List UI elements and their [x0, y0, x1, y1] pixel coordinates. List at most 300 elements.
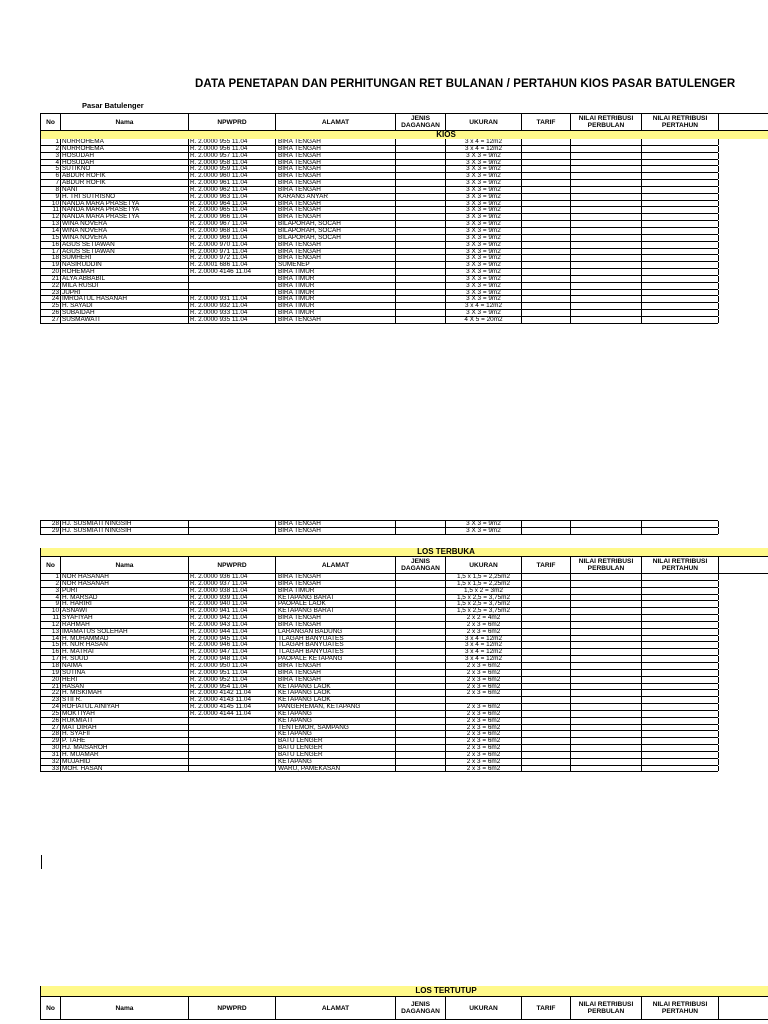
cell-jenis: [396, 269, 446, 275]
cell-perbulan: [571, 738, 642, 744]
cell-no: 2: [41, 581, 61, 587]
kios-table-continued: [40, 520, 768, 535]
table-row: [40, 249, 718, 256]
cell-ukuran: 3 X 3 = 9m2: [446, 214, 522, 220]
cell-alamat: BIRA TENGAH: [276, 615, 396, 621]
cell-jenis: [396, 595, 446, 601]
cell-nama: HOSUDAH: [61, 160, 189, 166]
cell-ukuran: 1,5 x 1,5 = 2,25m2: [446, 574, 522, 580]
cell-alamat: BIRA TENGAH: [276, 146, 396, 152]
cell-pertahun: [642, 670, 719, 676]
cell-pertahun: [642, 663, 719, 669]
cell-npwprd: R. 2.0000 971 11.04: [189, 249, 276, 255]
cell-nama: H. HARIRI: [61, 601, 189, 607]
cell-jenis: [396, 153, 446, 159]
cell-ukuran: 2 x 3 = 6m2: [446, 704, 522, 710]
cell-ukuran: 3 X 3 = 9m2: [446, 221, 522, 227]
cell-no: 33: [41, 766, 61, 772]
cell-perbulan: [571, 194, 642, 200]
cell-tarif: [522, 283, 571, 289]
cell-npwprd: [189, 752, 276, 758]
cell-perbulan: [571, 221, 642, 227]
cell-perbulan: [571, 731, 642, 737]
cell-ukuran: 3 x 4 = 12m2: [446, 642, 522, 648]
cell-no: 11: [41, 207, 61, 213]
cell-alamat: BATU LENGER: [276, 745, 396, 751]
cell-jenis: [396, 718, 446, 724]
cell-tarif: [522, 574, 571, 580]
cell-ukuran: 4 X 5 = 20m2: [446, 317, 522, 323]
cell-npwprd: R. 2.0000 947 11.04: [189, 649, 276, 655]
cell-nama: H. TRI SUTRISNO: [61, 194, 189, 200]
table-row: [40, 139, 718, 146]
cell-tarif: [522, 636, 571, 642]
cell-npwprd: R. 2.0000 964 11.04: [189, 201, 276, 207]
cell-nama: HJ. SUSMIATI NINGSIH: [61, 521, 189, 527]
cell-nama: AGUS SETIAWAN: [61, 249, 189, 255]
cell-no: 30: [41, 745, 61, 751]
cell-no: 1: [41, 139, 61, 145]
cell-alamat: BIRA TENGAH: [276, 160, 396, 166]
cell-npwprd: [189, 718, 276, 724]
cell-pertahun: [642, 528, 719, 534]
cell-tarif: [522, 310, 571, 316]
cell-pertahun: [642, 731, 719, 737]
cell-tarif: [522, 262, 571, 268]
cell-pertahun: [642, 581, 719, 587]
cell-pertahun: [642, 228, 719, 234]
cell-nama: JUPRI: [61, 290, 189, 296]
cell-nama: SUTIKNO: [61, 166, 189, 172]
cell-alamat: KETAPANG BARAT: [276, 595, 396, 601]
cell-ukuran: 3 x 4 = 12m2: [446, 303, 522, 309]
cell-nama: RUKMIATI: [61, 718, 189, 724]
cell-no: 17: [41, 249, 61, 255]
cell-pertahun: [642, 766, 719, 772]
cell-jenis: [396, 649, 446, 655]
cell-tarif: [522, 194, 571, 200]
col-no: No: [41, 557, 61, 573]
cell-pertahun: [642, 684, 719, 690]
cell-alamat: BIRA TIMUR: [276, 303, 396, 309]
cell-tarif: [522, 235, 571, 241]
table-row: [40, 276, 718, 283]
cell-ukuran: 2 x 3 = 6m2: [446, 670, 522, 676]
table-row: [40, 615, 718, 622]
col-perbulan: NILAI RETRIBUSI PERBULAN: [571, 114, 642, 130]
cell-npwprd: R. 2.0000 941 11.04: [189, 608, 276, 614]
cell-alamat: BIRA TENGAH: [276, 521, 396, 527]
cell-npwprd: R. 2.0000 4142 11.04: [189, 690, 276, 696]
cell-nama: HOSUDAH: [61, 153, 189, 159]
cell-alamat: BIRA TENGAH: [276, 581, 396, 587]
table-row: [40, 574, 718, 581]
cell-jenis: [396, 745, 446, 751]
section-label: LOS TERTUTUP: [415, 986, 477, 995]
cell-npwprd: R. 2.0000 961 11.04: [189, 180, 276, 186]
col-alamat: ALAMAT: [276, 557, 396, 573]
cell-npwprd: R. 2.0000 932 11.04: [189, 303, 276, 309]
table-row: [40, 663, 718, 670]
cell-nama: NANDA MARA PRASETYA: [61, 207, 189, 213]
cell-alamat: BIRA TENGAH: [276, 663, 396, 669]
cell-perbulan: [571, 521, 642, 527]
cell-alamat: BIRA TENGAH: [276, 317, 396, 323]
cell-pertahun: [642, 146, 719, 152]
los-terbuka-rows: [40, 574, 768, 772]
cell-ukuran: 3 X 3 = 9m2: [446, 269, 522, 275]
cell-no: 13: [41, 221, 61, 227]
col-nama: Nama: [61, 557, 189, 573]
table-row: [40, 255, 718, 262]
cell-perbulan: [571, 588, 642, 594]
cell-alamat: LARANGAN BADUNG: [276, 629, 396, 635]
cell-no: 10: [41, 608, 61, 614]
cell-alamat: BIRA TENGAH: [276, 249, 396, 255]
cell-no: 7: [41, 180, 61, 186]
cell-no: 4: [41, 595, 61, 601]
cell-tarif: [522, 249, 571, 255]
cell-pertahun: [642, 745, 719, 751]
cell-ukuran: 2 x 3 = 6m2: [446, 745, 522, 751]
cell-nama: H. MATRAI: [61, 649, 189, 655]
table-row: [40, 310, 718, 317]
cell-perbulan: [571, 690, 642, 696]
cell-pertahun: [642, 235, 719, 241]
cell-perbulan: [571, 649, 642, 655]
table-row: [40, 207, 718, 214]
cell-jenis: [396, 228, 446, 234]
kios-rows: [40, 139, 768, 324]
cell-ukuran: 3 X 3 = 9m2: [446, 276, 522, 282]
table-row: [40, 629, 718, 636]
cell-ukuran: 3 X 3 = 9m2: [446, 194, 522, 200]
cell-jenis: [396, 615, 446, 621]
cell-perbulan: [571, 242, 642, 248]
table-row: [40, 228, 718, 235]
col-ukuran: UKURAN: [446, 114, 522, 130]
col-perbulan: NILAI RETRIBUSI PERBULAN: [571, 997, 642, 1019]
cell-tarif: [522, 766, 571, 772]
cell-jenis: [396, 697, 446, 703]
cell-no: 28: [41, 521, 61, 527]
cell-jenis: [396, 670, 446, 676]
cell-npwprd: R. 2.0000 933 11.04: [189, 310, 276, 316]
cell-alamat: BIRA TENGAH: [276, 173, 396, 179]
cell-ukuran: 3 X 3 = 9m2: [446, 283, 522, 289]
cell-npwprd: R. 2.0001 686 11.04: [189, 262, 276, 268]
cell-nama: MUJAHID: [61, 759, 189, 765]
cell-ukuran: 2 x 3 = 6m2: [446, 711, 522, 717]
cell-npwprd: R. 2.0000 931 11.04: [189, 296, 276, 302]
cell-npwprd: R. 2.0000 4145 11.04: [189, 704, 276, 710]
table-row: [40, 711, 718, 718]
cell-jenis: [396, 207, 446, 213]
table-row: [40, 528, 718, 535]
cell-npwprd: [189, 731, 276, 737]
cell-alamat: BIRA TENGAH: [276, 670, 396, 676]
table-row: [40, 187, 718, 194]
cell-tarif: [522, 718, 571, 724]
cell-ukuran: 1,5 x 2,5 = 3,75m2: [446, 608, 522, 614]
cell-tarif: [522, 731, 571, 737]
col-pertahun: NILAI RETRIBUSI PERTAHUN: [642, 557, 719, 573]
cell-perbulan: [571, 262, 642, 268]
cell-jenis: [396, 317, 446, 323]
cell-jenis: [396, 139, 446, 145]
cell-npwprd: R. 2.0000 969 11.04: [189, 235, 276, 241]
cell-alamat: PANGEREMAN, KETAPANG: [276, 704, 396, 710]
cell-npwprd: R. 2.0000 936 11.04: [189, 574, 276, 580]
cell-tarif: [522, 752, 571, 758]
cell-nama: P. TAHE: [61, 738, 189, 744]
cell-perbulan: [571, 303, 642, 309]
cell-npwprd: R. 2.0000 960 11.04: [189, 173, 276, 179]
cell-no: 29: [41, 738, 61, 744]
cell-pertahun: [642, 201, 719, 207]
cell-alamat: BIRA TENGAH: [276, 201, 396, 207]
cell-npwprd: R. 2.0000 939 11.04: [189, 595, 276, 601]
cell-alamat: BIRA TENGAH: [276, 180, 396, 186]
cell-tarif: [522, 242, 571, 248]
table-row: [40, 194, 718, 201]
col-alamat: ALAMAT: [276, 997, 396, 1019]
cell-ukuran: 2 x 3 = 6m2: [446, 752, 522, 758]
cell-nama: SUMHERI: [61, 255, 189, 261]
table-row: [40, 146, 718, 153]
cell-pertahun: [642, 290, 719, 296]
cell-no: 20: [41, 677, 61, 683]
cell-jenis: [396, 601, 446, 607]
cell-no: 31: [41, 752, 61, 758]
cell-nama: H. NUR HASAN: [61, 642, 189, 648]
cell-nama: ALYA ABBABIL: [61, 276, 189, 282]
cell-npwprd: R. 2.0000 951 11.04: [189, 670, 276, 676]
table-row: [40, 731, 718, 738]
cell-ukuran: 3 X 3 = 9m2: [446, 207, 522, 213]
cell-npwprd: [189, 276, 276, 282]
cell-pertahun: [642, 139, 719, 145]
cell-pertahun: [642, 187, 719, 193]
table-row: [40, 283, 718, 290]
cell-perbulan: [571, 629, 642, 635]
cell-no: 19: [41, 670, 61, 676]
cell-ukuran: 3 X 3 = 9m2: [446, 201, 522, 207]
cell-alamat: BIRA TIMUR: [276, 269, 396, 275]
cell-tarif: [522, 269, 571, 275]
col-no: No: [41, 114, 61, 130]
col-tarif: TARIF: [522, 557, 571, 573]
col-perbulan: NILAI RETRIBUSI PERBULAN: [571, 557, 642, 573]
cell-ukuran: 2 x 3 = 6m2: [446, 622, 522, 628]
cell-alamat: TLAGAH BANYUATES: [276, 636, 396, 642]
cell-alamat: BIRA TENGAH: [276, 207, 396, 213]
cell-pertahun: [642, 752, 719, 758]
cell-alamat: BIRA TIMUR: [276, 290, 396, 296]
cell-npwprd: R. 2.0000 950 11.04: [189, 663, 276, 669]
cell-pertahun: [642, 214, 719, 220]
cell-jenis: [396, 684, 446, 690]
table-row: [40, 201, 718, 208]
cell-tarif: [522, 670, 571, 676]
section-band-kios: [40, 131, 768, 139]
cell-perbulan: [571, 283, 642, 289]
cell-tarif: [522, 745, 571, 751]
cell-perbulan: [571, 290, 642, 296]
cell-ukuran: 1,5 x 2,5 = 3,75m2: [446, 601, 522, 607]
cell-jenis: [396, 766, 446, 772]
cell-npwprd: R. 2.0000 942 11.04: [189, 615, 276, 621]
cell-alamat: KARANG ANYAR: [276, 194, 396, 200]
cell-tarif: [522, 711, 571, 717]
cell-alamat: BIRA TENGAH: [276, 153, 396, 159]
cell-npwprd: [189, 759, 276, 765]
cell-ukuran: 3 X 3 = 9m2: [446, 228, 522, 234]
cell-perbulan: [571, 160, 642, 166]
cell-perbulan: [571, 642, 642, 648]
cell-perbulan: [571, 187, 642, 193]
cell-jenis: [396, 642, 446, 648]
table-row: [40, 588, 718, 595]
cell-perbulan: [571, 574, 642, 580]
cell-nama: WINA NOVERA: [61, 221, 189, 227]
cell-nama: MILA RUSDI: [61, 283, 189, 289]
cell-tarif: [522, 166, 571, 172]
section-label: LOS TERBUKA: [417, 547, 475, 556]
cell-tarif: [522, 642, 571, 648]
cell-no: 6: [41, 173, 61, 179]
cell-pertahun: [642, 615, 719, 621]
cell-alamat: TENTEMOR, SAMPANG: [276, 725, 396, 731]
table-header: [40, 556, 768, 574]
cell-perbulan: [571, 752, 642, 758]
cell-no: 29: [41, 528, 61, 534]
cell-npwprd: R. 2.0000 968 11.04: [189, 228, 276, 234]
cell-no: 25: [41, 711, 61, 717]
cell-jenis: [396, 283, 446, 289]
cell-alamat: BIRA TENGAH: [276, 242, 396, 248]
cell-alamat: BIRA TIMUR: [276, 310, 396, 316]
cell-perbulan: [571, 249, 642, 255]
cell-no: 15: [41, 235, 61, 241]
cell-jenis: [396, 166, 446, 172]
cell-ukuran: 3 X 3 = 9m2: [446, 290, 522, 296]
cell-jenis: [396, 201, 446, 207]
cell-nama: HJ. SUSMIATI NINGSIH: [61, 528, 189, 534]
table-row: [40, 166, 718, 173]
cell-ukuran: 3 X 3 = 9m2: [446, 528, 522, 534]
cell-pertahun: [642, 249, 719, 255]
cell-alamat: BATU LENGER: [276, 738, 396, 744]
cell-tarif: [522, 649, 571, 655]
table-row: [40, 725, 718, 732]
cell-nama: RAHMAH: [61, 622, 189, 628]
cell-pertahun: [642, 711, 719, 717]
cell-alamat: PAOPALE KETAPANG: [276, 656, 396, 662]
cell-ukuran: 3 X 3 = 9m2: [446, 310, 522, 316]
cell-pertahun: [642, 153, 719, 159]
cell-nama: H. MARSAD: [61, 595, 189, 601]
cell-tarif: [522, 290, 571, 296]
table-row: [40, 656, 718, 663]
cell-jenis: [396, 574, 446, 580]
cell-no: 21: [41, 684, 61, 690]
cell-pertahun: [642, 166, 719, 172]
cell-alamat: BIRA TENGAH: [276, 677, 396, 683]
cell-tarif: [522, 725, 571, 731]
table-row: [40, 160, 718, 167]
cell-perbulan: [571, 656, 642, 662]
cell-no: 9: [41, 601, 61, 607]
cell-jenis: [396, 711, 446, 717]
table-row: [40, 759, 718, 766]
cell-pertahun: [642, 697, 719, 703]
cell-jenis: [396, 173, 446, 179]
cell-ukuran: 3 X 3 = 9m2: [446, 180, 522, 186]
table-row: [40, 581, 718, 588]
cell-no: 32: [41, 759, 61, 765]
cell-no: 14: [41, 228, 61, 234]
table-row: [40, 697, 718, 704]
cell-tarif: [522, 201, 571, 207]
table-row: [40, 235, 718, 242]
col-nama: Nama: [61, 997, 189, 1019]
cell-npwprd: [189, 766, 276, 772]
table-row: [40, 173, 718, 180]
cell-tarif: [522, 588, 571, 594]
cell-no: 19: [41, 262, 61, 268]
cell-pertahun: [642, 704, 719, 710]
cell-no: 4: [41, 160, 61, 166]
cell-nama: SUTINA: [61, 670, 189, 676]
cell-nama: NANDA MARA PRASETYA: [61, 201, 189, 207]
cell-tarif: [522, 738, 571, 744]
cell-jenis: [396, 759, 446, 765]
cell-alamat: PAOPALE LAOK: [276, 601, 396, 607]
cell-no: 14: [41, 636, 61, 642]
cell-jenis: [396, 677, 446, 683]
table-row: [40, 718, 718, 725]
cell-perbulan: [571, 310, 642, 316]
cell-perbulan: [571, 745, 642, 751]
col-pertahun: NILAI RETRIBUSI PERTAHUN: [642, 114, 719, 130]
cell-no: 17: [41, 656, 61, 662]
cell-pertahun: [642, 718, 719, 724]
cell-alamat: BIRA TIMUR: [276, 283, 396, 289]
cell-npwprd: R. 2.0000 958 11.04: [189, 160, 276, 166]
cell-alamat: KETAPANG: [276, 731, 396, 737]
cell-alamat: KETAPANG LAOK: [276, 697, 396, 703]
cell-npwprd: [189, 521, 276, 527]
cell-nama: IMROATUL HASANAH: [61, 296, 189, 302]
cell-alamat: BIRA TENGAH: [276, 255, 396, 261]
cell-npwprd: [189, 283, 276, 289]
cell-no: 13: [41, 629, 61, 635]
cell-no: 18: [41, 663, 61, 669]
cell-pertahun: [642, 629, 719, 635]
cell-perbulan: [571, 180, 642, 186]
cell-npwprd: R. 2.0000 952 11.04: [189, 677, 276, 683]
cell-perbulan: [571, 697, 642, 703]
cell-npwprd: [189, 725, 276, 731]
cell-tarif: [522, 697, 571, 703]
cell-npwprd: R. 2.0000 962 11.04: [189, 187, 276, 193]
cell-no: 24: [41, 296, 61, 302]
cell-ukuran: 2 x 3 = 6m2: [446, 677, 522, 683]
cell-nama: H. MUHAMMAD: [61, 636, 189, 642]
table-row: [40, 677, 718, 684]
cell-npwprd: R. 2.0000 948 11.04: [189, 656, 276, 662]
